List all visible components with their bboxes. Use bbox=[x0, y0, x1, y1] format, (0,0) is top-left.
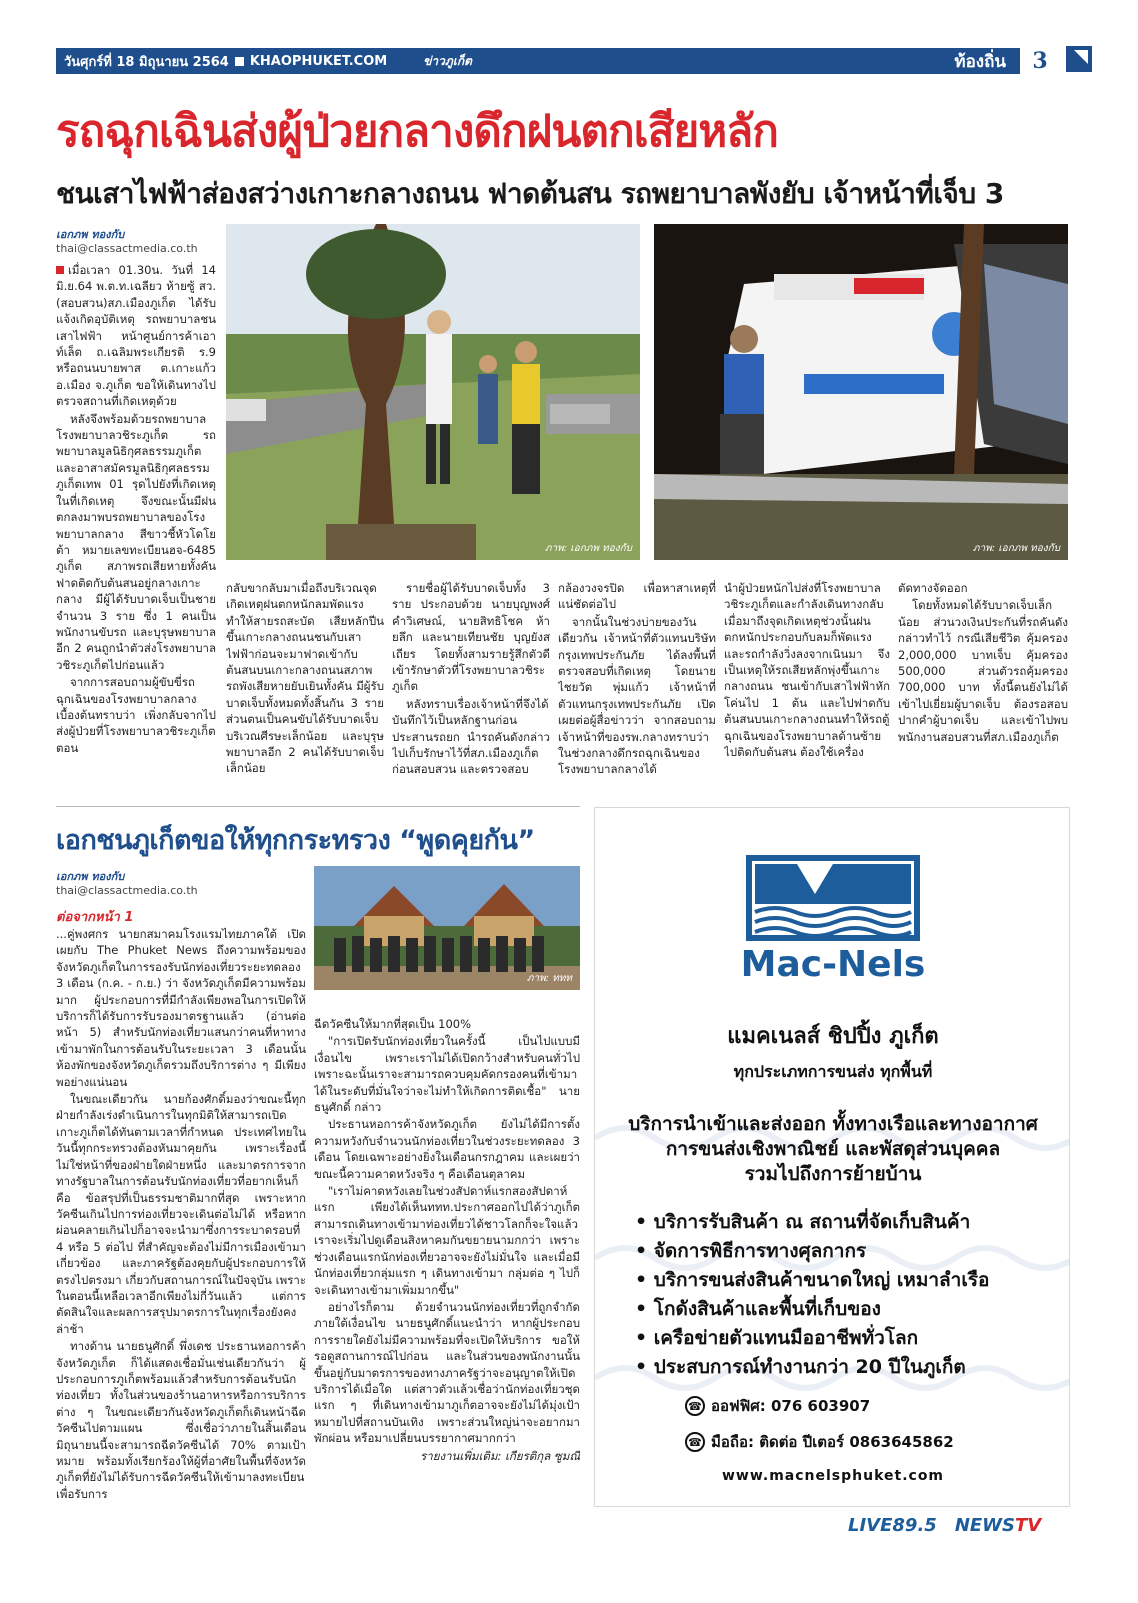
photo-credit: ภาพ: เอกภพ ทองกับ bbox=[972, 543, 1060, 554]
site-link[interactable]: KHAOPHUKET.COM bbox=[249, 53, 388, 69]
paragraph: กล้องวงจรปิด เพื่อหาสาเหตุที่แน่ชัดต่อไป bbox=[558, 581, 716, 612]
article2-column-1 bbox=[56, 926, 306, 1508]
paragraph: นำผู้ป่วยหนักไปส่งที่โรงพยาบาลวชิระภูเก็ตและกำลังเดินทางกลับ เมื่อมาถึงจุดเกิดเหตุช่วงนั้นฝนตกหนักประกอบกับลมก็พัดแรง และรถกำลังวิ่งลงจากเนินมา จึงเป็นเหตุให้รถเสียหลักพุ่งขึ้นเกาะกลางถนน ชนเข้ากับเสาไฟฟ้าหักโค่นไป 1 ต้น และไปฟาดกับต้นสนบนเกาะกลางถนนทำให้รถตู้ฉุกเฉินของโรงพยาบาลด้านซ้ายไปติดกับต้นสน ต้องใช้เครื่อง bbox=[724, 581, 890, 760]
photo-credit: ภาพ: เอกภพ ทองกับ bbox=[544, 543, 632, 554]
page-number: 3 bbox=[1020, 48, 1060, 74]
list-item: • จัดการพิธีการทางศุลกากร bbox=[635, 1237, 989, 1266]
newspaper-logo: ข่าวภูเก็ต bbox=[423, 53, 472, 68]
list-item: • โกดังสินค้าและพื้นที่เก็บของ bbox=[635, 1295, 989, 1324]
article1-column-6 bbox=[898, 580, 1068, 802]
author-email[interactable]: thai@classactmedia.co.th bbox=[56, 242, 198, 255]
paragraph: ฉีดวัคซีนให้มากที่สุดเป็น 100% bbox=[314, 1017, 472, 1031]
ad-bullet-list bbox=[635, 1208, 989, 1382]
service-line: บริการนำเข้าและส่งออก ทั้งทางเรือและทางอากาศ bbox=[628, 1113, 1038, 1135]
article1-column-5 bbox=[724, 580, 890, 802]
ad-company-title: แมคเนลส์ ชิปปิ้ง ภูเก็ต bbox=[727, 1024, 939, 1049]
article2-column-2 bbox=[314, 1016, 580, 1508]
list-item: • ประสบการณ์ทำงานกว่า 20 ปีในภูเก็ต bbox=[635, 1353, 989, 1382]
photo-credit: ภาพ: ททท bbox=[526, 973, 572, 984]
article1-byline bbox=[56, 228, 198, 256]
report-credit: รายงานเพิ่มเติม: เกียรติกุล ซูมณี bbox=[420, 1448, 580, 1463]
main-headline: รถฉุกเฉินส่งผู้ป่วยกลางดึกฝนตกเสียหลัก bbox=[56, 106, 778, 157]
photo-accident-site bbox=[226, 224, 640, 560]
service-line: การขนส่งเชิงพาณิชย์ และพัสดุส่วนบุคคล bbox=[665, 1138, 1001, 1160]
phone-icon: ☎ bbox=[685, 1396, 705, 1416]
article1-column-4 bbox=[558, 580, 716, 802]
author-name: เอกภพ ทองกับ bbox=[56, 870, 125, 883]
paragraph: จากนั้นในช่วงบ่ายของวันเดียวกัน เจ้าหน้าที่ตัวแทนบริษัทกรุงเทพประกันภัย ได้ลงพื้นที่ตรวจสอบที่เกิดเหตุ โดยนายไชยวัต พุ่มแก้ว เจ้าหน้าที่ตัวแทนกรุงเทพประกันภัย เปิดเผยต่อผู้สื่อข่าวว่า จากสอบถามเจ้าหน้าที่ของรพ.กลางทราบว่า ในช่วงกลางดึกรถฉุกเฉินของโรงพยาบาลกลางได้ bbox=[558, 614, 716, 777]
ad-brand-name: Mac-Nels bbox=[740, 944, 926, 985]
footer-logos bbox=[848, 1515, 1041, 1536]
phone-icon: ☎ bbox=[685, 1432, 705, 1452]
news-tv-logo: NEWSTV bbox=[954, 1515, 1042, 1536]
article1-column-1 bbox=[56, 262, 216, 802]
paragraph: หลังจึงพร้อมด้วยรถพยาบาล โรงพยาบาลวชิระภูเก็ต รถพยาบาลมูลนิธิกุศลธรรมภูเก็ต และอาสาสมัครมูลนิธิกุศลธรรมภูเก็ตเทพ 01 รุดไปยังที่เกิดเหตุในที่เกิดเหตุ จึงขณะนั้นมีฝนตกลงมาพบรถพยาบาลของโรงพยาบาลกลาง สีขาวชี้หัวโดโยต้า หมายเลขทะเบียนฮจ-6485 ภูเก็ต สภาพรถเสียหายทั้งคันฟาดติดกับต้นสนอยู่กลางเกาะกลาง มีผู้ได้รับบาดเจ็บเป็นชายจำนวน 3 ราย ซึ่ง 1 คนเป็นพนักงานขับรถ และบุรุษพยาบาลอีก 2 คนถูกนำตัวส่งโรงพยาบาลวชิระภูเก็ตไปก่อนแล้ว bbox=[56, 411, 216, 672]
continued-from-label: ต่อจากหน้า 1 bbox=[56, 910, 134, 925]
list-item: • เครือข่ายตัวแทนมืออาชีพทั่วโลก bbox=[635, 1324, 989, 1353]
paragraph: ทางด้าน นายธนูศักดิ์ พึ่งเดช ประธานหอการค้าจังหวัดภูเก็ต ก็ได้แสดงเชื่อมั่นเช่นเดียวกันว่า ผู้ประกอบการภูเก็ตพร้อมแล้วสำหรับการต้อนรับนักท่องเที่ยว ทั้งในส่วนของร้านอาหารหรือการบริการต่าง ๆ ในขณะเดียวกันจังหวัดภูเก็ตก็เดินหน้าฉีดวัคซีนไปตามแผน ซึ่งเชื่อว่าภายในสิ้นเดือนมิถุนายนนี้จะสามารถฉีดวัคซีนได้ 70% ตามเป้าหมาย พร้อมทั้งเรียกร้องให้ผู้ที่อาศัยในพื้นที่จังหวัดภูเก็ตที่ยังไม่ได้รับการฉีดวัคซีนให้เข้ามาลงทะเบียน เพื่อรับการ bbox=[56, 1339, 306, 1501]
issue-date: วันศุกร์ที่ 18 มิถุนายน 2564 bbox=[64, 54, 229, 70]
article1-column-3 bbox=[392, 580, 550, 802]
corner-fold-icon bbox=[1066, 46, 1092, 72]
ad-services-block bbox=[595, 1112, 1070, 1187]
paragraph: ตัดทางจัดออก bbox=[898, 581, 968, 595]
paragraph: "การเปิดรับนักท่องเที่ยวในครั้งนี้ เป็นไปแบบมีเงื่อนไข เพราะเราไม่ได้เปิดกว้างสำหรับคนทั่วไป เพราะฉะนั้นเราจะสามารถควบคุมคัดกรองคนที่เข้ามาได้ในระดับที่มั่นใจว่าจะไม่ทำให้เกิดการติดเชื้อ" นายธนูศักดิ์ กล่าว bbox=[314, 1034, 580, 1115]
separator-square bbox=[235, 57, 244, 66]
author-name: เอกภพ ทองกับ bbox=[56, 228, 125, 241]
paragraph: "เราไม่คาดหวังเลยในช่วงสัปดาห์แรกสองสัปดาห์แรก เพียงได้เห็นททท.ประกาศออกไปได้ว่าภูเก็ตสามารถเดินทางเข้ามาท่องเที่ยวได้ชาวโลกก็จะใจแล้ว เราจะเริ่มไปดูเดือนสิงหาคมกันขยายนามกกว่า เพราะช่วงเดือนแรกนักท่องเที่ยวอาจจะยังไม่มั่นใจ และเมื่อมีนักท่องเที่ยวกลุ่มแรก ๆ เดินทางเข้ามา กลุ่มต่อ ๆ ไปก็จะเดินทางเข้ามาเพิ่มมากขึ้น" bbox=[314, 1184, 580, 1297]
live-radio-logo: LIVE89.5 bbox=[848, 1515, 937, 1536]
article1-column-2 bbox=[226, 580, 384, 802]
paragraph: หลังทราบเรื่องเจ้าหน้าที่จึงได้บันทึกไว้เป็นหลักฐานก่อนประสานรถยก นำรถคันดังกล่าวไปเก็บรักษาไว้ที่สภ.เมืองภูเก็ตก่อนสอบสวน และตรวจสอบ bbox=[392, 696, 550, 777]
mobile-phone[interactable] bbox=[685, 1430, 954, 1454]
list-item: • บริการรับสินค้า ณ สถานที่จัดเก็บสินค้า bbox=[635, 1208, 989, 1237]
paragraph: ...คู่พงศกร นายกสมาคมโรงแรมไทยภาคใต้ เปิดเผยกับ The Phuket News ถึงความพร้อมของจังหวัดภูเก็ตในการรองรับนักท่องเที่ยวระยะทดลอง 3 เดือน (ก.ค. - ก.ย.) ว่า จังหวัดภูเก็ตมีความพร้อมมาก ผู้ประกอบการที่มีกำลังเพียงพอในการเปิดให้บริการก็ได้รับการรับรองมาตรฐานแล้ว (อ่านต่อหน้า 5) สำหรับนักท่องเที่ยวแสนกว่าคนที่หาทางเข้ามาพักในการต้อนรับในระยะเวลา 3 เดือนนั้น ห้องพักของจังหวัดภูเก็ตรวมถึงบริการต่าง ๆ มีเพียงพอย่างแน่นอน bbox=[56, 927, 306, 1089]
paragraph: เมื่อเวลา 01.30น. วันที่ 14 มิ.ย.64 พ.ต.ท.เฉลียว ห้ายซู้ สว.(สอบสวน)สภ.เมืองภูเก็ต ได้รับแจ้งเกิดอุบัติเหตุ รถพยาบาลชนเสาไฟฟ้า หน้าศูนย์การค้าเอาท์เล็ต ถ.เฉลิมพระเกียรติ ร.9 หรือถนนบายพาส ต.เกาะแก้ว อ.เมือง จ.ภูเก็ต ขอให้เดินทางไปตรวจสถานที่เกิดเหตุด้วย bbox=[56, 263, 216, 409]
ad-website-link[interactable]: www.macnelsphuket.com bbox=[721, 1468, 945, 1484]
office-phone[interactable] bbox=[685, 1394, 870, 1418]
service-line: รวมไปถึงการย้ายบ้าน bbox=[744, 1163, 922, 1185]
lead-bullet-icon bbox=[56, 266, 64, 274]
section-divider bbox=[56, 806, 580, 807]
main-subheadline: ชนเสาไฟฟ้าส่องสว่างเกาะกลางถนน ฟาดต้นสน รถพยาบาลพังยับ เจ้าหน้าที่เจ็บ 3 bbox=[56, 177, 1004, 210]
mobile-phone-text: มือถือ: ติดต่อ ปีเตอร์ 0863645862 bbox=[711, 1433, 954, 1451]
office-phone-text: ออฟฟิศ: 076 603907 bbox=[711, 1397, 871, 1415]
photo-crashed-ambulance bbox=[654, 224, 1068, 560]
crashed-ambulance-image bbox=[654, 224, 1068, 560]
article2-byline bbox=[56, 870, 198, 898]
paragraph: โดยทั้งหมดได้รับบาดเจ็บเล็กน้อย ส่วนวงเงินประกันที่รถคันดังกล่าวทำไว้ กรณีเสียชีวิต คุ้มครอง 2,000,000 บาทเจ็บ คุ้มครอง 500,000 ส่วนตัวรถคุ้มครอง 700,000 บาท ทั้งนี้ตนยังไม่ได้เข้าไปเยี่ยมผู้บาดเจ็บ ต้องรอสอบปากคำผู้บาดเจ็บ และเข้าไปพบพนักงานสอบสวนที่สภ.เมืองภูเก็ต bbox=[898, 598, 1068, 744]
paragraph: ในขณะเดียวกัน นายก้องศักดิ์มองว่าขณะนี้ทุกฝ่ายกำลังเร่งดำเนินการในทุกมิติให้สามารถเปิดเกาะภูเก็ตได้ทันตามเวลาที่กำหนด ประเทศไทยในวันนี้ทุกกระทรวงต้องหันมาคุยกัน เพราะเรื่องนี้ไม่ใช่หน้าที่ของฝ่ายใดฝ่ายหนึ่ง และมาตรการจากทางรัฐบาลในการต้อนรับนักท่องเที่ยวที่อยากเห็นก็คือ ข้อสรุปที่เป็นธรรมชาติมากที่สุด เพราะหากวัคซีนเกินไปการท่องเที่ยวจะเดินต่อไม่ได้ หรือหากผ่อนคลายเกินไปก็อาจจะนำมาซึ่งการระบาดรอบที่ 4 หรือ 5 ต่อไป ที่สำคัญจะต้องไม่มีการเมืองเข้ามาเกี่ยวข้อง และภาครัฐต้องคุยกับผู้ประกอบการให้ตรงไปตรงมา เกี่ยวกับสถานการณ์ในปัจจุบัน เพราะในตอนนี้เหลือเวลาอีกเพียงไม่กี่วันแล้ว แต่การตัดสินใจและผลการสรุปมาตรการในทุกเรื่องยังคงล่าช้า bbox=[56, 1092, 306, 1336]
paragraph: รายชื่อผู้ได้รับบาดเจ็บทั้ง 3 ราย ประกอบด้วย นายบุญพงศ์ คำวิเศษณ์, นายสิทธิโชค ห้ายลึก และนายเทียนชัย บุญยังสเถียร โดยทั้งสามรายรู้สึกตัวดีเข้ารักษาตัวที่โรงพยาบาลวชิระภูเก็ต bbox=[392, 581, 550, 694]
article2-headline: เอกชนภูเก็ตขอให้ทุกกระทรวง “พูดคุยกัน” bbox=[56, 825, 535, 856]
mac-nels-logo-icon bbox=[745, 854, 921, 942]
accident-site-image bbox=[226, 224, 640, 560]
paragraph: จากการสอบถามผู้ขับขี่รถฉุกเฉินของโรงพยาบาลกลางเบื้องต้นทราบว่า เพิ่งกลับจากไปส่งผู้ป่วยที่โรงพยาบาลวชิระภูเก็ต ตอน bbox=[56, 675, 216, 755]
paragraph: กลับขากลับมาเมื่อถึงบริเวณจุดเกิดเหตุฝนตกหนักลมพัดแรงทำให้สายรถสะบัด เสียหลักปีนขึ้นเกาะกลางถนนชนกับเสาไฟฟ้าก่อนจะมาฟาดเข้ากับต้นสนบนเกาะกลางถนนสภาพรถพังเสียหายยับเยินทั้งคัน มีผู้รับบาดเจ็บทั้งหมดทั้งสิ้นกัน 3 ราย ส่วนตนเป็นคนขับได้รับบาดเจ็บบริเวณศีรษะเล็กน้อย และบุรุษพยาบาลอีก 2 คนได้รับบาดเจ็บเล็กน้อย bbox=[226, 581, 384, 776]
paragraph: ประธานหอการค้าจังหวัดภูเก็ต ยังไม่ได้มีการตั้งความหวังกับจำนวนนักท่องเที่ยวในช่วงระยะทดลอง 3 เดือน โดยเฉพาะอย่างยิ่งในเดือนกรกฎาคม และเผยว่าขณะนี้ความคาดหวังจริง ๆ คือเดือนตุลาคม bbox=[314, 1117, 580, 1181]
list-item: • บริการขนส่งสินค้าขนาดใหญ่ เหมาลำเรือ bbox=[635, 1266, 989, 1295]
paragraph: อย่างไรก็ตาม ด้วยจำนวนนักท่องเที่ยวที่ถูกจำกัดภายใต้เงื่อนไข นายธนูศักดิ์แนะนำว่า หากผู้ประกอบการรายใดยังไม่มีความพร้อมที่จะเปิดให้บริการ ขอให้รอดูสถานการณ์ไปก่อน และในส่วนของพนักงานนั้นขึ้นอยู่กับมาตรการของทางภาครัฐว่าจะอนุญาตให้เปิดบริการได้เมื่อใด แต่สาวตัวแล้วเชื่อว่านักท่องเที่ยวชุดแรก ๆ ที่เดินทางเข้ามาภูเก็ตอาจจะยังไม่ได้มุ่งเป้าหมายไปที่สถานบันเทิง เพราะส่วนใหญ่น่าจะอยากมาพักผ่อน หรือมาเปลี่ยนบรรยากาศมากกว่า bbox=[314, 1299, 580, 1446]
author-email[interactable]: thai@classactmedia.co.th bbox=[56, 884, 198, 897]
mac-nels-advertisement[interactable] bbox=[594, 807, 1070, 1507]
ad-tagline: ทุกประเภทการขนส่ง ทุกพื้นที่ bbox=[733, 1062, 933, 1081]
page-header-bar bbox=[56, 48, 1060, 74]
section-name: ท้องถิ่น bbox=[954, 51, 1006, 72]
photo-group-meeting bbox=[314, 866, 580, 990]
